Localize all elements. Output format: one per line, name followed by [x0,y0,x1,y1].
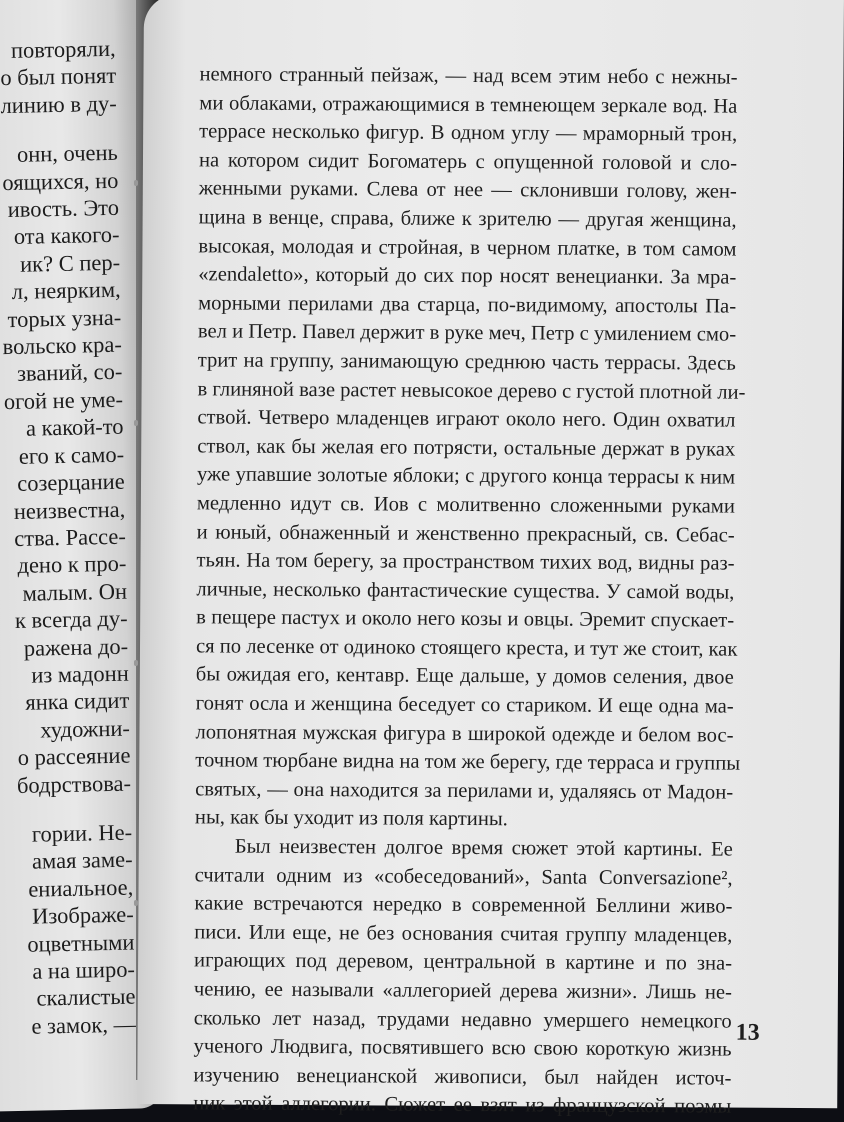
text-line: высокая, молодая и стройная, в черном платке, в том самом [198,234,737,261]
left-text-line: о был понят [0,63,117,91]
left-text-line: созерцание [16,468,125,496]
text-line: изучению венецианской живописи, был найден источ- [193,1064,732,1090]
text-line: «zendaletto», который до сих пор носят венецианки. За мра- [198,263,737,289]
right-page [137,0,844,1118]
text-line: женными руками. Слева от нее — склонивши голову, жен- [198,177,737,203]
text-line: считали одним из «собеседований», Santa Conversazione², [194,863,733,890]
text-line: на котором сидит Богоматерь с опущенной головой и сло- [198,149,738,175]
text-line: ствой. Четверо младенцев играют около него. Один охватил [197,406,736,432]
left-text-line: оящихся, но [2,167,119,195]
left-text-line: о рассеяние [17,742,131,771]
left-text-line: линию в ду- [0,90,118,118]
left-text-line: бодрствова- [16,770,132,798]
binding-stitch [134,660,138,666]
text-line: ученого Людвига, посвятившего всю свою короткую жизнь [193,1035,732,1061]
left-text-line: неизвестна, [13,496,126,524]
left-text-line: а какой-то [25,413,124,441]
text-line: террасе несколько фигур. В одном углу — мраморный трон, [199,120,738,146]
left-text-line: ражена до- [23,633,129,661]
left-text-line: л, неярким, [11,276,121,305]
text-line: сколько лет назад, трудами недавно умершего немецкого [193,1006,732,1033]
left-text-line: скалистые [36,983,136,1012]
binding-stitch [134,180,138,186]
text-line: ны, как бы уходит из поля картины. [194,806,508,831]
left-text-line: гории. Не- [31,819,133,847]
text-line: ся по лесенке от одиноко стоящего креста, и тут же стоит, как [195,635,738,661]
text-line: личные, несколько фантастические существа. У самой воды, [196,578,735,604]
left-text-line: его к само- [18,441,125,469]
left-text-line: ик? С пер- [19,249,121,277]
text-line: ми облаками, отражающимися в темнеющем зеркале вод. На [199,91,738,118]
text-line: ствол, как бы желая его потрясти, остальные держат в руках [197,435,736,461]
binding-stitch [134,900,138,906]
text-line: лопонятная мужская фигура в широкой одежде и белом вос- [195,720,734,747]
text-line: какие встречаются нередко в современной Беллини живо- [194,892,733,918]
text-line: писи. Или еще, не без основания считая группу младенцев, [194,921,733,947]
text-line: точном тюрбане видна на том же берегу, где терраса и группы [195,749,741,775]
text-line: играющих под деревом, центральной в картине и по зна- [194,949,733,976]
left-text-line: вольско кра- [2,331,123,360]
text-line: и юный, обнаженный и женственно прекрасный, св. Себас- [196,520,735,547]
left-text-line: художни- [40,715,131,743]
text-line: трит на группу, занимающую среднюю часть террасы. Здесь [197,349,736,375]
left-page-text [0,35,136,1044]
left-text-line: торых узна- [7,304,122,332]
text-line: медленно идут св. Иов с молитвенно сложенными руками [196,492,735,518]
text-line: Был неизвестен долгое время сюжет этой картины. Ее [234,835,733,861]
text-line: святых, — она находится за перилами и, удаляясь от Мадон- [195,778,734,804]
left-text-line: малым. Он [22,578,128,606]
left-text-line: янка сидит [25,687,130,716]
right-page-text [193,60,746,1121]
text-line: уже упавшие золотые яблоки; с другого конца террасы к ним [196,463,736,489]
left-text-line: ивость. Это [7,194,120,223]
left-text-line: онн, очень [16,139,119,168]
binding-stitch [134,420,138,426]
text-line: в глиняной вазе растет невысокое дерево с густой плотной ли- [197,377,746,404]
left-text-line: ства. Рассе- [13,523,127,551]
left-text-line: оцветными [27,929,135,957]
text-line: гонят осла и женщина беседует со стариком. И еще одна ма- [195,692,734,718]
text-line: вел и Петр. Павел держит в руке меч, Петр с умилением смо- [197,320,737,346]
text-line: бы ожидая его, кентавр. Еще дальше, у домов селения, двое [195,663,734,690]
text-line: щина в венце, справа, ближе к зрителю — другая женщина, [198,206,737,232]
left-text-line: званий, со- [16,359,123,387]
text-line: немного странный пейзаж, — над всем этим небо с нежны- [199,63,738,89]
left-text-line: дено к про- [17,550,127,579]
text-line: в пещере пастух и около него козы и овцы. Эремит спускает- [196,606,735,632]
left-text-line: е замок, — [31,1011,137,1039]
text-line: морными перилами два старца, по-видимому, апостолы Па- [198,292,737,318]
left-text-line: а на широ- [32,956,136,984]
left-text-line: к всегда ду- [14,605,128,634]
left-text-line: повторяли, [10,35,116,63]
left-text-line: амая заме- [31,846,133,875]
left-text-line: огой не уме- [3,386,124,415]
text-line: чению, ее называли «аллегорией дерева жизни». Лишь не- [193,978,732,1004]
page-number: 13 [735,1019,760,1046]
left-text-line: ота какого- [13,222,120,250]
text-line: тьян. На том берегу, за пространством тихих вод, видны раз- [196,549,735,575]
left-text-line: ениальное, [28,874,134,902]
left-text-line: из мадонн [31,660,129,688]
text-line: ник этой аллегории. Сюжет ее взят из французской поэмы [193,1092,732,1118]
left-text-line: Изображе- [31,901,135,929]
